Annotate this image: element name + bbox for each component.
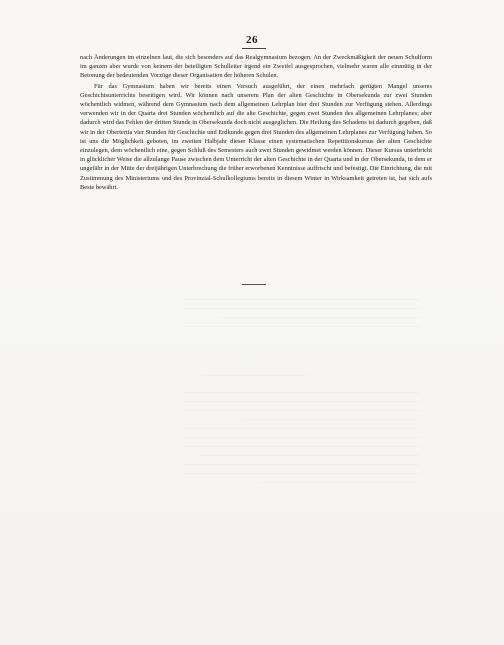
section-divider — [242, 284, 266, 285]
paragraph-1: nach Änderungen im einzelnen laut, die sich besonders auf das Realgymnasium bezogen. An der Zweckmäßigkeit der neuen Schulform im ganzen aber wurde von keinem der beteiligten Schulleiter irgend ein Zweifel ausgesprochen, vielmehr waren alle einmütig in der Betonung der bedeutenden Vorzüge dieser Organisation der höheren Schulen. — [80, 54, 432, 80]
paragraph-2: Für das Gymnasium haben wir bereits einen Versuch ausgeführt, der einen mehrfach gerügten Mangel unseres Geschichtsunterrichts beseitigen wird. Wir können nach unserem Plan der alten Geschichte in Obersekunda zur zwei Stunden wöchentlich widmen, während dem Gymnasium nach dem allgemeinen Lehrplan hier drei Stunden zur Verfügung stehen. Allerdings verwenden wir in der Quarta drei Stunden wöchentlich auf die alte Geschichte, gegen zwei Stunden des allgemeinen Lehrplanes; aber dadurch wird das Fehlen der dritten Stunde in Obersekunda doch nicht ausgeglichen. Die Heilung des Schadens ist dadurch gegeben, daß wir in der Obertertia vier Stunden für Geschichte und Erdkunde gegen drei Stunden des allgemeinen Lehrplanes zur Verfügung haben. So ist uns die Möglichkeit geboten, im zweiten Halbjahr dieser Klasse einen systematischen Repetitionskursus der alten Geschichte einzulegen, dem wöchentlich eine, gegen Schluß des Semesters auch zwei Stunden gewidmet werden können. Dieser Kursus unterbricht in glücklicher Weise die allzulange Pause zwischen dem Unterricht der alten Geschichte in der Quarta und in der Obersekunda, in dem er ungefähr in der Mitte der dreijährigen Unterbrechung die früher erworbenen Kenntnisse auffrischt und befestigt. Die Einrichtung, die mit Zustimmung des Ministeriums und des Provinzial-Schulkollegiums bereits in diesem Winter in Wirksamkeit getreten ist, hat sich aufs Beste bewährt. — [80, 82, 432, 191]
show-through-texture: ──────────────────────────────────────────────────────── ──────────────────────────────────────────────────────── ─────────────────────────────────────────────── ──────────────────────────────────────────────────────── ───────────────────── ──────────────────────────────────────────────────────── ──────────────────────────────────────────────────────── ──────────────────────────────────────────────────────── ────────────────────────────────────────── ──────────────────────────────────────────────────────── ──────────────────────────────────────────────────────── ──────────────────────────────────────────────────────── ──────────────────────────────────────────────────── ──────────────────────────────────────────────────────── ──────────────────────────────────────────────────────── ────────────────────────────────────── — [181, 297, 420, 486]
page-number: 26 — [246, 34, 258, 46]
page-number-rule — [242, 48, 266, 49]
body-text — [80, 53, 432, 192]
